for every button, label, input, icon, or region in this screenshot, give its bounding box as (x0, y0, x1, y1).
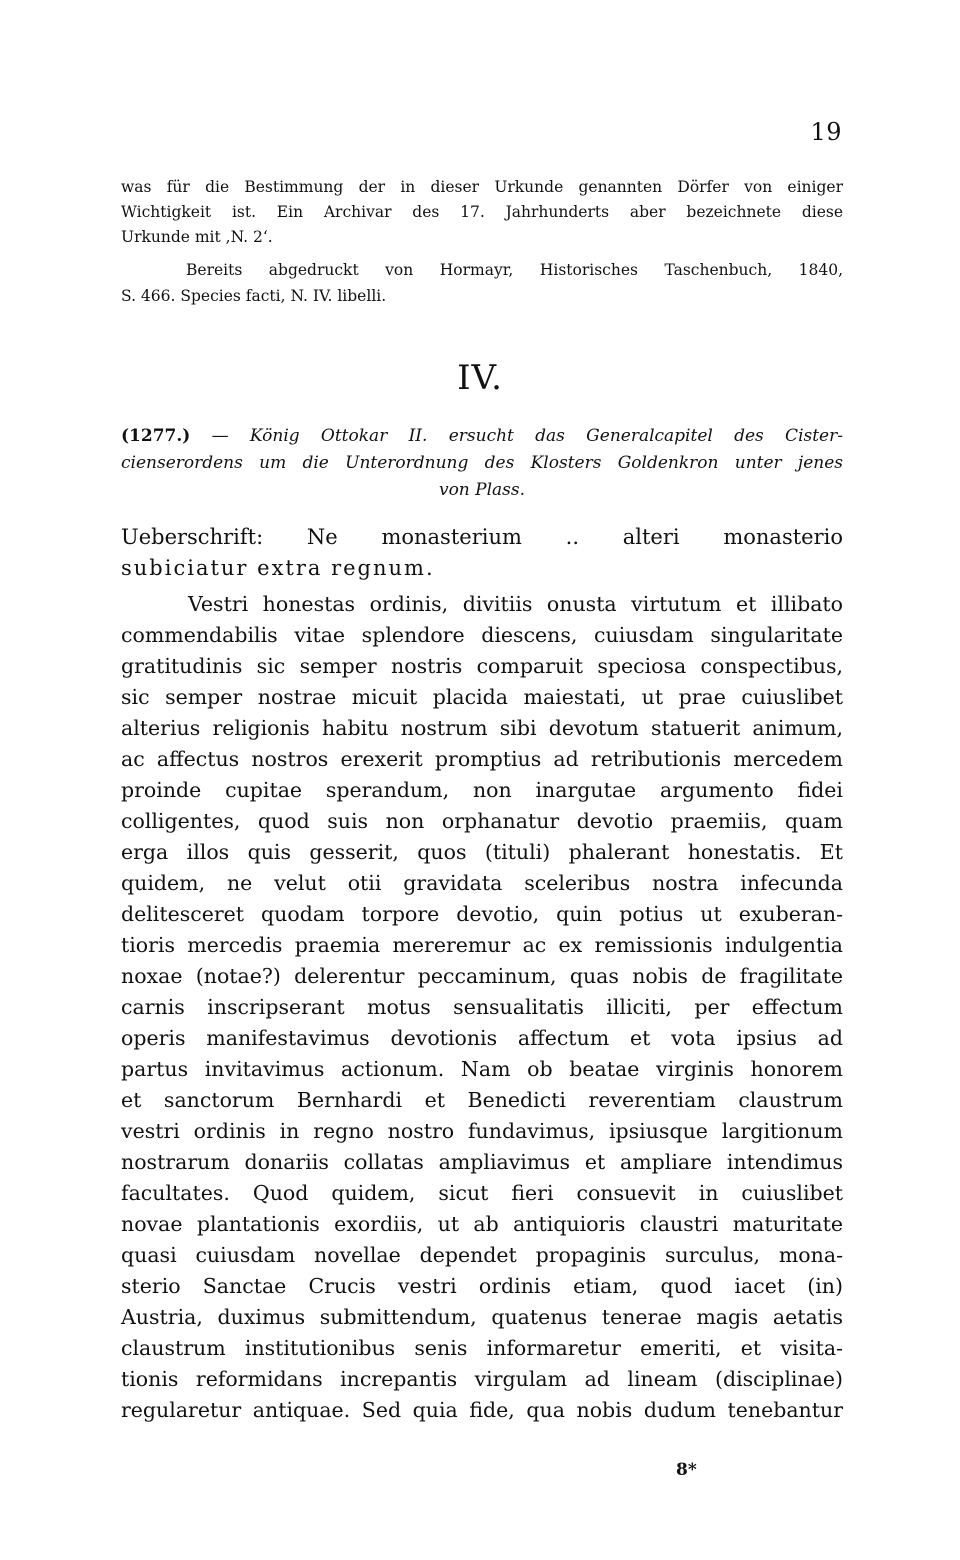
page-number: 19 (810, 118, 842, 146)
body-line: et sanctorum Bernhardi et Benedicti reverentiam claustrum (121, 1088, 843, 1112)
footnote-line: Urkunde mit ,N. 2‘. (121, 228, 273, 246)
body-line: partus invitavimus actionum. Nam ob beatae virginis honorem (121, 1057, 843, 1081)
body-line: colligentes, quod suis non orphanatur devotio praemiis, quam (121, 809, 843, 833)
body-line: alterius religionis habitu nostrum sibi devotum statuerit animum, (121, 716, 843, 740)
document-heading-line: cienserordens um die Unterordnung des Klosters Goldenkron unter jenes (121, 453, 843, 473)
ueberschrift-line: subiciatur extra regnum. (121, 556, 435, 580)
footnote-line: was für die Bestimmung der in dieser Urkunde genannten Dörfer von einiger (121, 178, 843, 196)
body-line: quasi cuiusdam novellae dependet propaginis surculus, mona- (121, 1243, 843, 1267)
signature-mark: 8* (676, 1460, 697, 1480)
body-line: ac affectus nostros erexerit promptius ad retributionis mercedem (121, 747, 843, 771)
footnote-line: Bereits abgedruckt von Hormayr, Historisches Taschenbuch, 1840, (186, 261, 843, 279)
body-line: Vestri honestas ordinis, divitiis onusta virtutum et illibato (188, 592, 843, 616)
footnote-line: Wichtigkeit ist. Ein Archivar des 17. Jahrhunderts aber bezeichnete diese (121, 203, 843, 221)
body-line: quidem, ne velut otii gravidata sceleribus nostra infecunda (121, 871, 843, 895)
body-line: proinde cupitae sperandum, non inargutae argumento fidei (121, 778, 843, 802)
body-line: claustrum institutionibus senis informaretur emeriti, et visita- (121, 1336, 843, 1360)
body-line: Austria, duximus submittendum, quatenus tenerae magis aetatis (121, 1305, 843, 1329)
document-heading-text: — König Ottokar II. ersucht das Generalcapitel des Cister- (211, 426, 843, 446)
document-date: (1277.) (121, 426, 191, 446)
ueberschrift-line: Ueberschrift: Ne monasterium .. alteri monasterio (121, 525, 843, 549)
section-numeral: IV. (457, 358, 503, 398)
body-line: commendabilis vitae splendore diescens, cuiusdam singularitate (121, 623, 843, 647)
body-line: tioris mercedis praemia mereremur ac ex remissionis indulgentia (121, 933, 843, 957)
document-heading (121, 422, 843, 450)
body-line: tionis reformidans increpantis virgulam ad lineam (disciplinae) (121, 1367, 843, 1391)
body-line: delitesceret quodam torpore devotio, quin potius ut exuberan- (121, 902, 843, 926)
body-line: vestri ordinis in regno nostro fundavimus, ipsiusque largitionum (121, 1119, 843, 1143)
body-line: sic semper nostrae micuit placida maiestati, ut prae cuiuslibet (121, 685, 843, 709)
body-line: novae plantationis exordiis, ut ab antiquioris claustri maturitate (121, 1212, 843, 1236)
body-line: sterio Sanctae Crucis vestri ordinis etiam, quod iacet (in) (121, 1274, 843, 1298)
body-line: operis manifestavimus devotionis affectum et vota ipsius ad (121, 1026, 843, 1050)
document-heading-line: von Plass. (438, 480, 526, 500)
body-line: facultates. Quod quidem, sicut fieri consuevit in cuiuslibet (121, 1181, 843, 1205)
body-line: carnis inscripserant motus sensualitatis illiciti, per effectum (121, 995, 843, 1019)
footnote-line: S. 466. Species facti, N. IV. libelli. (121, 287, 387, 305)
body-line: regularetur antiquae. Sed quia fide, qua nobis dudum tenebantur (121, 1398, 843, 1422)
body-line: nostrarum donariis collatas ampliavimus et ampliare intendimus (121, 1150, 843, 1174)
body-line: noxae (notae?) delerentur peccaminum, quas nobis de fragilitate (121, 964, 843, 988)
body-line: gratitudinis sic semper nostris comparuit speciosa conspectibus, (121, 654, 843, 678)
body-line: erga illos quis gesserit, quos (tituli) phalerant honestatis. Et (121, 840, 843, 864)
